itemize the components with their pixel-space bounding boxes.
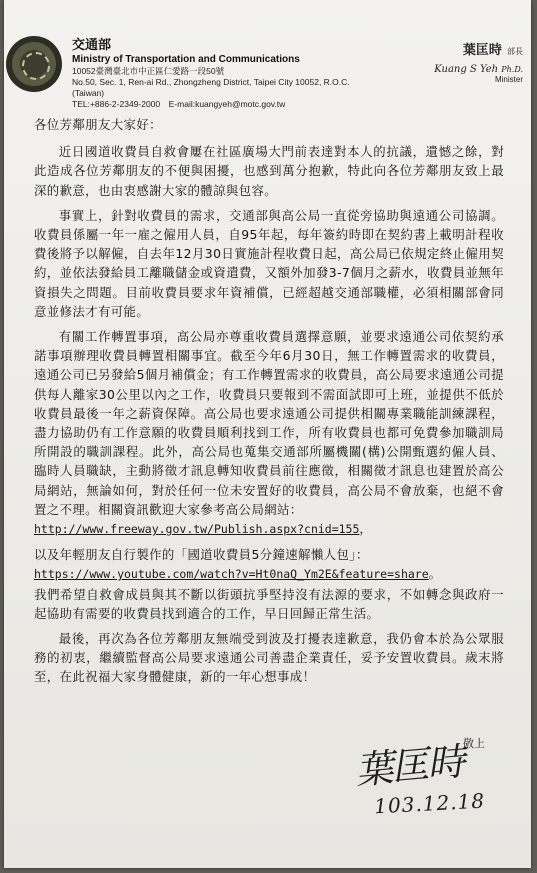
- paragraph-job-placement-text: 有關工作轉置事項，高公局亦尊重收費員選擇意願，並要求遠通公司依契約承諾事項辦理收費員轉置相關事宜。截至今年6月30日，無工作轉置需求的收費員，遠通公司已另發給5個月補償金；有工作轉置需求的收費員，高公局要求遠通公司提供每人離家30公里以內之工作，收費員只要報到不需面試即可上班，並提供不低於收費員最後一年之薪資保障。高公局也要求遠通公司提供相關專業職能訓練課程，盡力協助仍有工作意願的收費員順利找到工作，所有收費員也都可免費參加職訓局所開設的職訓課程。此外，高公局也蒐集交通部所屬機關(構)公開甄選約僱人員、臨時人員職缺，主動將徵才訊息轉知收費員前往應徵，相關徵才訊息也建置於高公局網站，無論如何，對於任何一位未安置好的收費員，高公局不會放棄，也絕不會置之不理。相關資訊歡迎大家參考高公局網站：: [34, 329, 504, 517]
- address-zh: 10052臺灣臺北市中正區仁愛路一段50號: [72, 66, 225, 76]
- link1-suffix: ，: [359, 521, 373, 537]
- letter-paper: [4, 0, 531, 868]
- minister-degree: Ph.D.: [501, 65, 523, 74]
- seal-inner-ring: [22, 52, 50, 80]
- youtube-video-link[interactable]: https://www.youtube.com/watch?v=Ht0naQ_Ym2E&feature=share: [34, 567, 429, 582]
- ministry-seal-icon: [6, 36, 62, 92]
- minister-title-en: Minister: [494, 75, 523, 84]
- signature-block: [353, 735, 486, 819]
- paragraph-video: [34, 545, 504, 623]
- minister-block: [383, 39, 523, 84]
- minister-name-en: Kuang S Yeh: [434, 64, 499, 75]
- paragraph-job-placement: [34, 327, 504, 539]
- letter-body: [34, 115, 504, 693]
- link2-suffix: 。: [428, 566, 442, 582]
- freeway-website-link[interactable]: http://www.freeway.gov.tw/Publish.aspx?cnid=155: [34, 522, 360, 537]
- minister-title-zh: 部長: [507, 47, 523, 56]
- paragraph-closing: 最後，再次為各位芳鄰朋友無端受到波及打擾表達歉意，我仍會本於為公眾服務的初衷，繼續監督高公局要求遠通公司善盡企業責任，妥予安置收費員。歲末將至，在此祝福大家身體健康，新的一年心想事成！: [34, 631, 504, 685]
- handwritten-signature: 葉匡時: [353, 739, 466, 793]
- contact-info: TEL:+886-2-2349-2000 E-mail:kuangyeh@motc.gov.tw: [72, 99, 286, 109]
- minister-name-zh: 葉匡時: [462, 43, 502, 58]
- letterhead: [72, 38, 372, 110]
- video-intro: 以及年輕朋友自行製作的「國道收費員5分鐘速解懶人包」：: [34, 547, 369, 563]
- signature-suffix: 敬上: [463, 737, 485, 750]
- address-en: No.50, Sec. 1, Ren-ai Rd., Zhongzheng District, Taipei City 10052, R.O.C. (Taiwan): [72, 77, 350, 98]
- paragraph-appeal: 我們希望自救會成員與其不斷以街頭抗爭堅持沒有法源的要求，不如轉念與政府一起協助有需要的收費員找到適合的工作，早日回歸正常生活。: [34, 586, 504, 621]
- handwritten-date: 103.12.18: [373, 788, 486, 819]
- org-name-en: Ministry of Transportation and Communications: [72, 54, 300, 65]
- paragraph-facts: 事實上，針對收費員的需求，交通部與高公局一直從旁協助與遠通公司協調。收費員係屬一年一雇之僱用人員，自95年起，每年簽約時即在契約書上載明計程收費後將予以解僱，自去年12月30日實施計程收費日起，高公局已依規定終止僱用契約，並依法發給員工離職儲金或資遣費，又額外加發3-7個月之薪水，收費員並無年資損失之問題。目前收費員要求年資補償，已經超越交通部職權，必須相關部會同意並修法才有可能。: [34, 207, 504, 319]
- org-name-zh: 交通部: [72, 38, 112, 53]
- salutation: 各位芳鄰朋友大家好：: [34, 117, 162, 132]
- paragraph-apology: 近日國道收費員自救會屢在社區廣場大門前表達對本人的抗議，遺憾之餘，對此造成各位芳鄰朋友的不便與困擾，也感到萬分抱歉，特此向各位芳鄰朋友致上最深的歉意，也由衷感謝大家的體諒與包容。: [34, 144, 504, 198]
